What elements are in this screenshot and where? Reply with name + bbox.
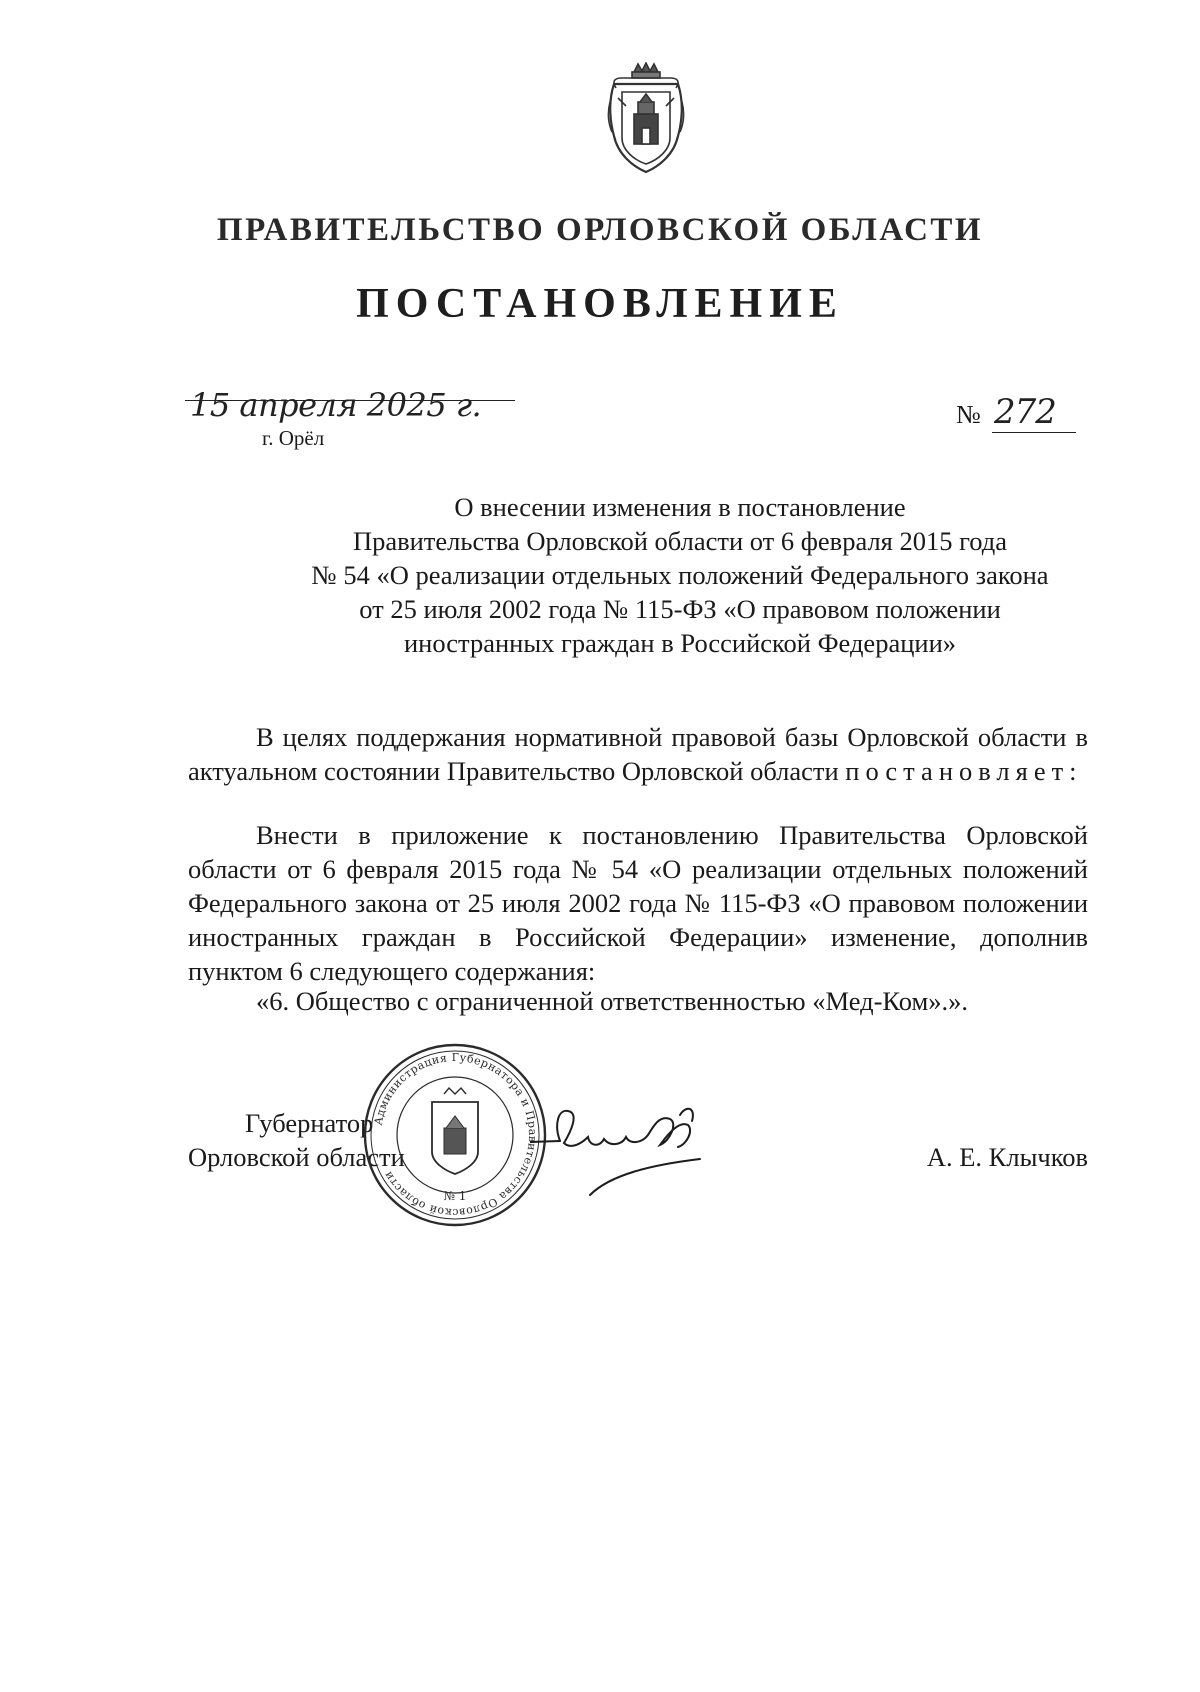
number-label: № xyxy=(956,400,981,429)
seal-number: № 1 xyxy=(443,1189,467,1203)
number-underline xyxy=(992,432,1076,433)
preamble-text: В целях поддержания нормативной правовой базы Орловской области в актуальном состоянии Правительство Орловской области xyxy=(188,722,1088,786)
handwritten-number: 272 xyxy=(994,392,1056,432)
handwritten-signature-icon xyxy=(530,1085,750,1205)
date-underline xyxy=(185,400,515,401)
subject-line: О внесении изменения в постановление xyxy=(454,492,906,522)
resolves-word: постановляет: xyxy=(845,756,1083,786)
signatory-title-line2: Орловской области xyxy=(188,1142,405,1172)
amendment-item: «6. Общество с ограниченной ответственностью «Мед-Ком».». xyxy=(256,986,969,1016)
coat-of-arms-icon xyxy=(604,62,688,176)
organization-name: ПРАВИТЕЛЬСТВО ОРЛОВСКОЙ ОБЛАСТИ xyxy=(216,212,984,248)
svg-text:Администрация Губернатора и Пр: Администрация Губернатора и Правительства Орловской области xyxy=(371,1050,540,1220)
document-subject xyxy=(220,490,1140,660)
signatory-title-line1: Губернатор xyxy=(245,1108,374,1138)
official-seal-icon xyxy=(360,1040,550,1230)
amendment-paragraph: Внести в приложение к постановлению Правительства Орловской области от 6 февраля 2015 года № 54 «О реализации отдельных положений Федерального закона от 25 июля 2002 года № 115-ФЗ «О правовом положении иностранных граждан в Российской Федерации» изменение, дополнив пунктом 6 следующего содержания: xyxy=(188,820,1088,986)
preamble-paragraph xyxy=(188,720,1088,788)
handwritten-date: 15 апреля 2025 г. xyxy=(190,386,482,424)
subject-line: Правительства Орловской области от 6 февраля 2015 года xyxy=(352,526,1008,556)
subject-line: иностранных граждан в Российской Федерации» xyxy=(404,628,956,658)
signatory-name: А. Е. Клычков xyxy=(926,1142,1088,1172)
city-label: г. Орёл xyxy=(262,426,325,450)
document-type: ПОСТАНОВЛЕНИЕ xyxy=(356,281,844,327)
subject-line: № 54 «О реализации отдельных положений Федерального закона xyxy=(311,560,1049,590)
subject-line: от 25 июля 2002 года № 115-ФЗ «О правовом положении xyxy=(359,594,1001,624)
